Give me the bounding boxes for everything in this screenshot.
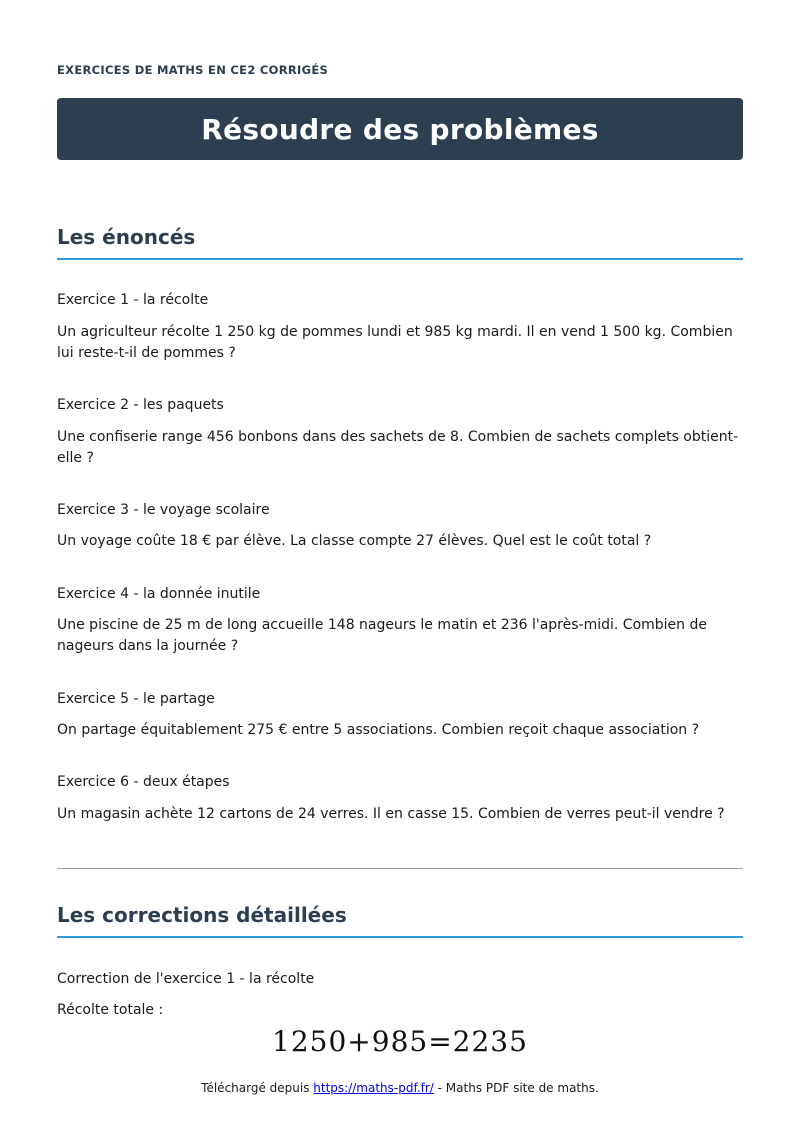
document-page xyxy=(57,0,743,1132)
exercise-text: Un agriculteur récolte 1 250 kg de pommes lundi et 985 kg mardi. Il en vend 1 500 kg. Combien lui reste-t-il de pommes ? xyxy=(57,324,733,361)
section-divider xyxy=(57,868,743,869)
title-banner xyxy=(57,98,743,160)
section-title: Les énoncés xyxy=(57,225,196,249)
exercise-text: Une piscine de 25 m de long accueille 148 nageurs le matin et 236 l'après-midi. Combien de nageurs dans la journée ? xyxy=(57,617,707,654)
exercise-text: On partage équitablement 275 € entre 5 associations. Combien reçoit chaque association ? xyxy=(57,722,700,738)
section-title: Les corrections détaillées xyxy=(57,903,347,927)
page-footer xyxy=(57,1080,743,1096)
footer-site-link[interactable]: https://maths-pdf.fr/ xyxy=(313,1081,434,1095)
exercise-title: Exercice 3 - le voyage scolaire xyxy=(57,502,270,518)
exercise-text: Un voyage coûte 18 € par élève. La classe compte 27 élèves. Quel est le coût total ? xyxy=(57,533,652,549)
exercise-title: Exercice 2 - les paquets xyxy=(57,397,224,413)
page-title: Résoudre des problèmes xyxy=(201,112,599,146)
section-heading-corrections xyxy=(57,902,743,938)
footer-suffix: - Maths PDF site de maths. xyxy=(433,1081,599,1095)
correction-step-label: Récolte totale : xyxy=(57,1002,164,1018)
section-heading-statements xyxy=(57,224,743,260)
correction-title: Correction de l'exercice 1 - la récolte xyxy=(57,971,315,987)
footer-prefix: Téléchargé depuis xyxy=(201,1081,314,1095)
document-overline: EXERCICES DE MATHS EN CE2 CORRIGÉS xyxy=(57,63,329,77)
exercise-text: Une confiserie range 456 bonbons dans des sachets de 8. Combien de sachets complets obtient-elle ? xyxy=(57,429,739,466)
correction-equation: 1250+985=2235 xyxy=(272,1025,528,1058)
exercise-text: Un magasin achète 12 cartons de 24 verres. Il en casse 15. Combien de verres peut-il vendre ? xyxy=(57,806,725,822)
exercise-title: Exercice 5 - le partage xyxy=(57,691,215,707)
exercise-title: Exercice 4 - la donnée inutile xyxy=(57,586,261,602)
exercise-title: Exercice 6 - deux étapes xyxy=(57,774,230,790)
exercise-title: Exercice 1 - la récolte xyxy=(57,292,209,308)
